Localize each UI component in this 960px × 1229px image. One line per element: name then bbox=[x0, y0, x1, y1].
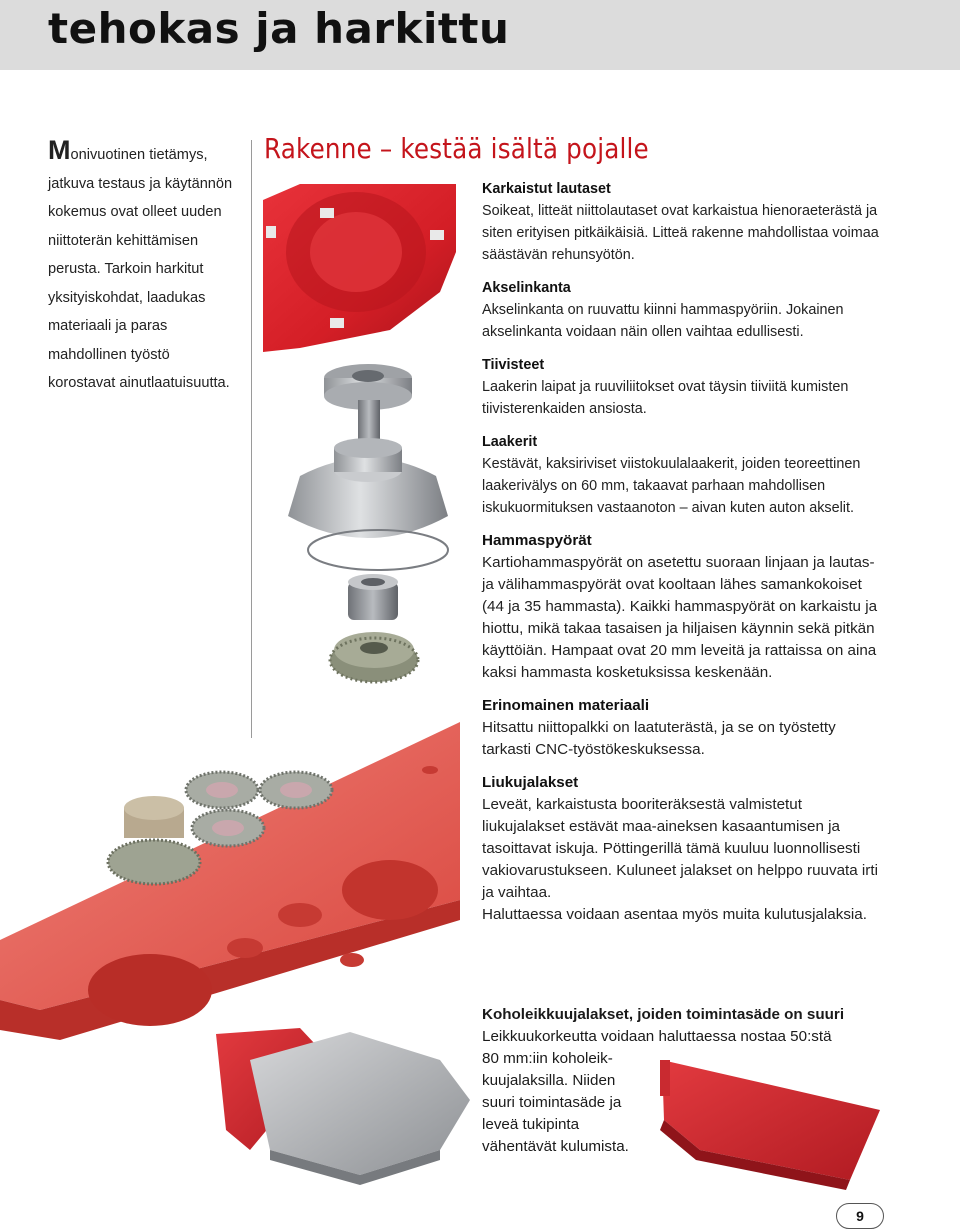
feature-body: Soikeat, litteät niittolautaset ovat karkaistua hienoraeterästä ja siten erityisen pitkäikäisiä. Litteä rakenne mahdollistaa voimaa säästävän rehunsyötön. bbox=[482, 203, 879, 263]
intro-initial: M bbox=[48, 135, 71, 165]
cutter-bar-image bbox=[0, 722, 460, 1040]
feature-body: Kestävät, kaksiriviset viistokuulalaakerit, joiden teoreettinen laakerivälys on 60 mm, takaavat parhaan mahdollisen iskukuormituksen vastaanoton – aivan kuten auton akselit. bbox=[482, 456, 861, 516]
features-column bbox=[482, 178, 882, 937]
feature-item bbox=[482, 178, 882, 266]
roller-bearing-image bbox=[348, 574, 398, 620]
feature-item bbox=[482, 530, 882, 684]
feature-body: Akselinkanta on ruuvattu kiinni hammaspyöriin. Jokainen akselinkanta voidaan näin ollen vaihtaa edullisesti. bbox=[482, 302, 844, 340]
feature-title: Hammaspyörät bbox=[482, 532, 592, 549]
feature-body-extra: Haluttaessa voidaan asentaa myös muita kulutusjalaksia. bbox=[482, 906, 867, 923]
feature-item bbox=[482, 431, 882, 519]
feature-title: Erinomainen materiaali bbox=[482, 697, 650, 714]
feature-item bbox=[482, 695, 882, 761]
feature-item bbox=[482, 772, 882, 926]
page-title: tehokas ja harkittu bbox=[48, 4, 510, 53]
feature-body: Hitsattu niittopalkki on laatuterästä, ja se on työstetty tarkasti CNC-työstökeskuksessa. bbox=[482, 719, 836, 758]
feature-body: 80 mm:iin koholeik- kuujalaksilla. Niiden suuri toimintasäde ja leveä tukipinta vähentävät kulumista. bbox=[482, 1050, 629, 1155]
feature-title: Koholeikkuujalakset, joiden toimintasäde on suuri bbox=[482, 1006, 845, 1023]
feature-title: Tiivisteet bbox=[482, 357, 545, 373]
feature-title: Karkaistut lautaset bbox=[482, 181, 611, 197]
intro-body: onivuotinen tietämys, jatkuva testaus ja käytännön kokemus ovat olleet uuden niittoterän kehittämisen perusta. Tarkoin harkitut yksityiskohdat, laadukas materiaali ja paras mahdollinen työstö korostavat ainutlaatuisuutta. bbox=[48, 147, 233, 391]
shaft-hub-image bbox=[324, 364, 412, 442]
cutting-disc-image bbox=[263, 184, 456, 352]
feature-title: Akselinkanta bbox=[482, 280, 571, 296]
bearing-housing-image bbox=[288, 438, 448, 538]
feature-item-high-cut-skids bbox=[482, 1004, 882, 1158]
feature-title: Liukujalakset bbox=[482, 774, 579, 791]
bevel-gear-image bbox=[330, 632, 418, 682]
feature-item bbox=[482, 354, 882, 420]
feature-body: Laakerin laipat ja ruuviliitokset ovat täysin tiiviitä kumisten tiivisterenkaiden ansiosta. bbox=[482, 379, 849, 417]
page-number: 9 bbox=[836, 1203, 884, 1229]
feature-body: Kartiohammaspyörät on asetettu suoraan linjaan ja lautas- ja välihammaspyörät ovat kooltaan lähes samankokoiset (44 ja 35 hammasta). Kaikki hammaspyörät on karkaistu ja hiottu, mikä takaa tasaisen ja hiljaisen käynnin sekä pitkän käyttöiän. Hampaat ovat 20 mm leveitä ja rattaissa on aina kaksi hammasta kosketuksissa keskenään. bbox=[482, 554, 878, 681]
feature-title: Laakerit bbox=[482, 434, 538, 450]
feature-item bbox=[482, 277, 882, 343]
section-title: Rakenne – kestää isältä pojalle bbox=[264, 132, 649, 165]
feature-body: Leveät, karkaistusta booriteräksestä valmistetut liukujalakset estävät maa-aineksen kasaantumisen ja tasoittavat iskuja. Pöttingerillä tämä kuuluu luonnollisesti vakiovarustukseen. Kuluneet jalakset on helppo ruuvata irti ja vaihtaa. bbox=[482, 796, 878, 901]
skid-with-plate-image bbox=[216, 1028, 470, 1185]
feature-body-first-line: Leikkuukorkeutta voidaan haluttaessa nostaa 50:stä bbox=[482, 1028, 832, 1045]
